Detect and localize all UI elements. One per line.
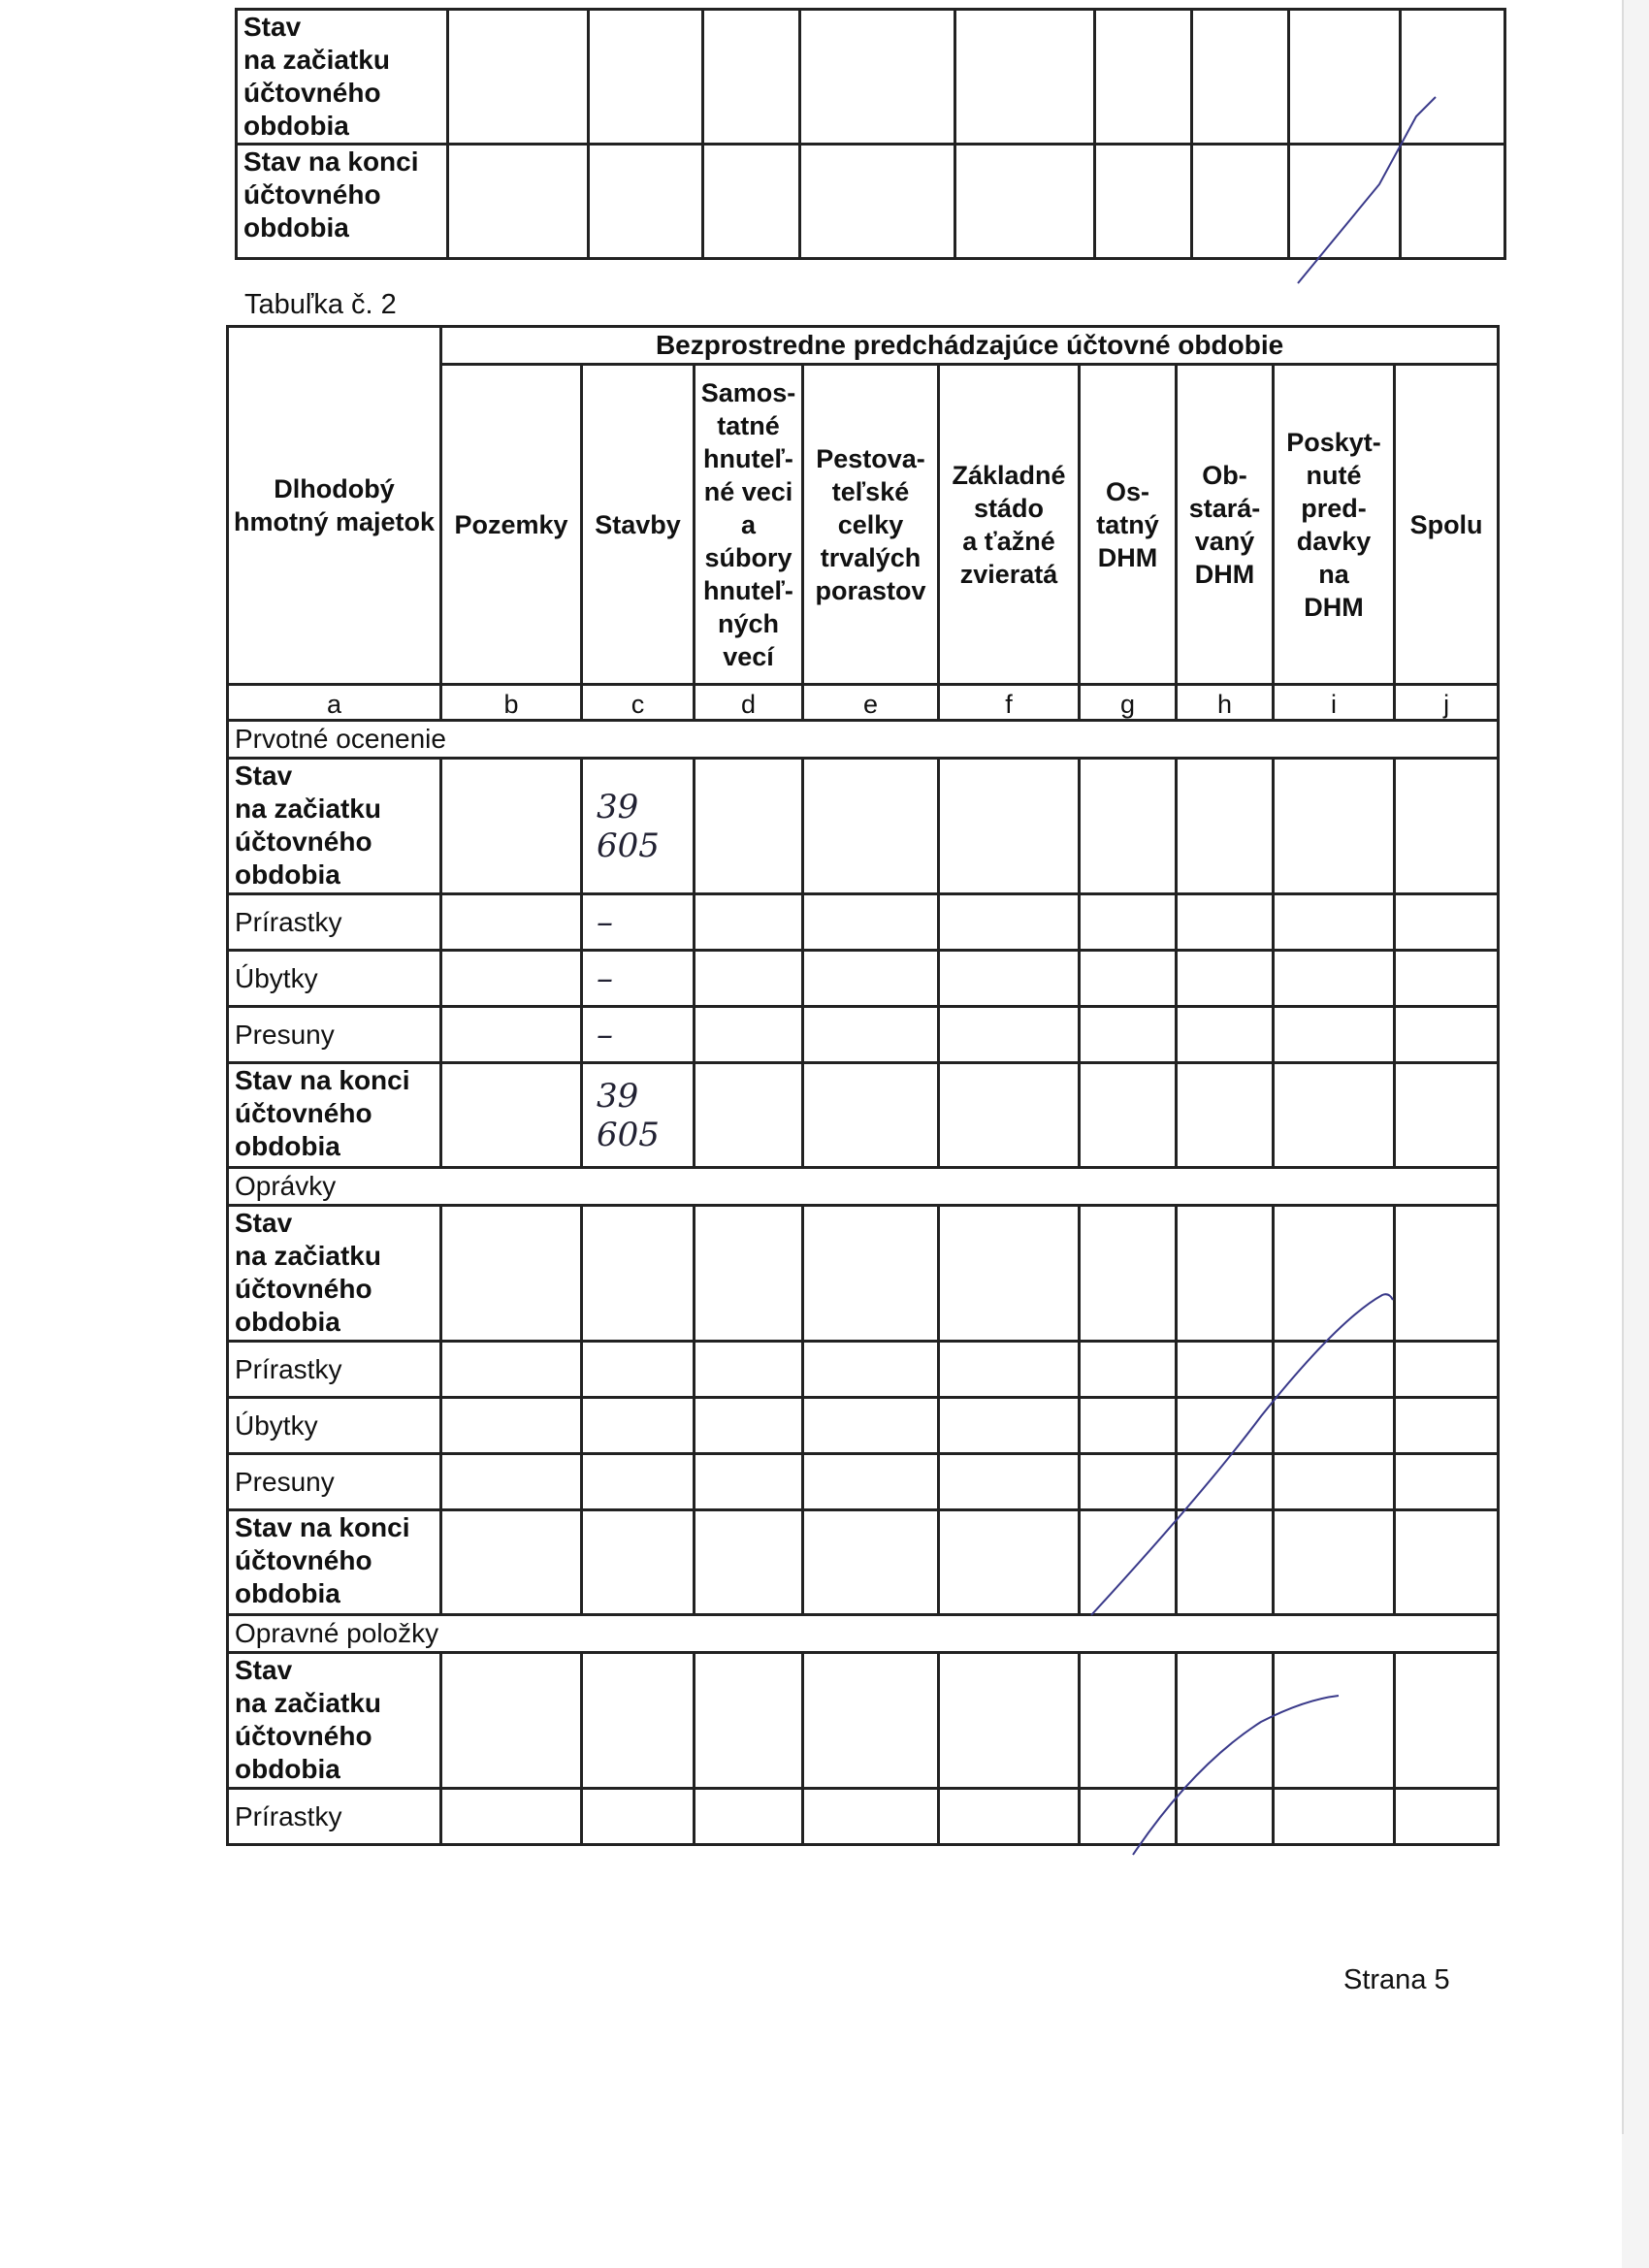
empty-cell — [441, 1454, 582, 1510]
label-line: Stav — [243, 12, 302, 42]
table-row — [228, 1510, 1499, 1615]
empty-cell — [582, 1510, 695, 1615]
fragment-row — [237, 10, 1505, 145]
header-line: nuté — [1306, 460, 1362, 490]
label-line: účtovného — [235, 826, 372, 857]
header-line: davky — [1296, 526, 1372, 556]
empty-cell — [939, 1653, 1080, 1789]
row-label — [228, 1342, 441, 1398]
empty-cell — [441, 951, 582, 1007]
empty-cell — [803, 1510, 939, 1615]
empty-cell — [1395, 951, 1499, 1007]
column-letter-c: c — [582, 685, 695, 721]
empty-cell — [441, 1007, 582, 1063]
empty-cell — [939, 1510, 1080, 1615]
header-line: pred- — [1301, 493, 1367, 523]
empty-cell — [939, 1063, 1080, 1168]
empty-cell — [1401, 145, 1505, 259]
header-line: a — [740, 509, 757, 539]
empty-cell — [582, 1398, 695, 1454]
table-caption: Tabuľka č. 2 — [244, 289, 397, 320]
header-line: Základné — [952, 460, 1066, 490]
column-header-f — [939, 365, 1080, 685]
label-line: na začiatku — [243, 45, 390, 75]
table-row — [228, 1789, 1499, 1845]
table-row — [228, 759, 1499, 894]
label-line: Presuny — [235, 1019, 335, 1050]
header-line: teľské — [831, 476, 910, 506]
empty-cell — [582, 1653, 695, 1789]
empty-cell — [441, 1510, 582, 1615]
column-letter-b: b — [441, 685, 582, 721]
table-row — [228, 1206, 1499, 1342]
column-header-e — [803, 365, 939, 685]
empty-cell — [1192, 145, 1289, 259]
stavby-value: – — [582, 894, 695, 951]
header-line: na — [1318, 559, 1349, 589]
row-label — [228, 759, 441, 894]
header-line: DHM — [1194, 559, 1255, 589]
empty-cell — [1080, 1206, 1177, 1342]
empty-cell — [441, 759, 582, 894]
label-line: Stav — [235, 761, 293, 791]
empty-cell — [695, 759, 803, 894]
header-line: stádo — [973, 493, 1044, 523]
header-line: Pozemky — [454, 509, 568, 539]
empty-cell — [1177, 1206, 1274, 1342]
stavby-value: 39 605 — [582, 759, 695, 894]
empty-cell — [1274, 759, 1395, 894]
label-line: Stav na konci — [235, 1512, 410, 1542]
empty-cell — [1274, 894, 1395, 951]
empty-cell — [1177, 1653, 1274, 1789]
empty-cell — [1095, 10, 1192, 145]
empty-cell — [1395, 1398, 1499, 1454]
column-letter-j: j — [1395, 685, 1499, 721]
empty-cell — [441, 1398, 582, 1454]
empty-cell — [800, 10, 955, 145]
label-line: Prírastky — [235, 1353, 342, 1384]
header-line: DHM — [1097, 542, 1158, 572]
empty-cell — [441, 1789, 582, 1845]
column-letter-h: h — [1177, 685, 1274, 721]
column-letter-f: f — [939, 685, 1080, 721]
empty-cell — [1274, 1206, 1395, 1342]
empty-cell — [695, 1398, 803, 1454]
label-line: na začiatku — [235, 794, 381, 824]
section-row — [228, 1615, 1499, 1653]
empty-cell — [1395, 759, 1499, 894]
label-line: účtovného — [235, 1721, 372, 1751]
empty-cell — [1401, 10, 1505, 145]
empty-cell — [1177, 1454, 1274, 1510]
row-label — [228, 1789, 441, 1845]
label-line: Úbytky — [235, 962, 318, 993]
empty-cell — [1080, 1398, 1177, 1454]
empty-cell — [1289, 145, 1401, 259]
empty-cell — [1395, 1510, 1499, 1615]
empty-cell — [441, 1206, 582, 1342]
empty-cell — [1177, 951, 1274, 1007]
empty-cell — [803, 951, 939, 1007]
empty-cell — [1080, 1653, 1177, 1789]
header-line: Os- — [1105, 476, 1149, 506]
empty-cell — [1395, 1342, 1499, 1398]
row-label — [228, 1510, 441, 1615]
stavby-value: 39 605 — [582, 1063, 695, 1168]
header-line: vaný — [1194, 526, 1255, 556]
empty-cell — [939, 894, 1080, 951]
column-header-j — [1395, 365, 1499, 685]
header-row-letters — [228, 685, 1499, 721]
label-line: účtovného — [243, 78, 381, 108]
column-header-d — [695, 365, 803, 685]
empty-cell — [803, 1007, 939, 1063]
empty-cell — [1177, 1398, 1274, 1454]
empty-cell — [1177, 1342, 1274, 1398]
column-header-a — [228, 327, 441, 685]
empty-cell — [1080, 1063, 1177, 1168]
table-row — [228, 1398, 1499, 1454]
fragment-row-label — [237, 145, 448, 259]
empty-cell — [703, 10, 800, 145]
empty-cell — [803, 1398, 939, 1454]
label-line: Stav na konci — [243, 146, 419, 177]
empty-cell — [1095, 145, 1192, 259]
label-line: na začiatku — [235, 1241, 381, 1271]
empty-cell — [1080, 759, 1177, 894]
empty-cell — [1395, 1063, 1499, 1168]
empty-cell — [803, 1653, 939, 1789]
section-title: Prvotné ocenenie — [228, 721, 1499, 759]
empty-cell — [1177, 894, 1274, 951]
row-label — [228, 1206, 441, 1342]
empty-cell — [695, 951, 803, 1007]
empty-cell — [582, 1206, 695, 1342]
empty-cell — [695, 894, 803, 951]
empty-cell — [1395, 894, 1499, 951]
empty-cell — [803, 1206, 939, 1342]
column-letter-d: d — [695, 685, 803, 721]
label-line: Stav na konci — [235, 1065, 410, 1095]
empty-cell — [582, 1342, 695, 1398]
header-line: Ob- — [1202, 460, 1247, 490]
empty-cell — [1274, 1007, 1395, 1063]
row-label — [228, 1398, 441, 1454]
label-line: účtovného — [243, 179, 381, 210]
page-number: Strana 5 — [1343, 1964, 1450, 1995]
header-line: Dlhodobý — [274, 474, 395, 503]
table-row — [228, 1063, 1499, 1168]
empty-cell — [1177, 1510, 1274, 1615]
empty-cell — [1395, 1007, 1499, 1063]
empty-cell — [582, 1454, 695, 1510]
empty-cell — [1274, 1789, 1395, 1845]
table-row — [228, 1007, 1499, 1063]
empty-cell — [448, 145, 589, 259]
empty-cell — [1274, 1454, 1395, 1510]
previous-table-fragment — [235, 8, 1506, 260]
label-line: na začiatku — [235, 1688, 381, 1718]
empty-cell — [441, 1342, 582, 1398]
empty-cell — [695, 1007, 803, 1063]
label-line: obdobia — [235, 1131, 340, 1161]
fixed-assets-table — [226, 325, 1500, 1846]
table-row — [228, 1653, 1499, 1789]
column-header-c — [582, 365, 695, 685]
column-header-h — [1177, 365, 1274, 685]
empty-cell — [695, 1653, 803, 1789]
column-header-b — [441, 365, 582, 685]
section-title: Oprávky — [228, 1168, 1499, 1206]
label-line: obdobia — [235, 1578, 340, 1608]
empty-cell — [1192, 10, 1289, 145]
empty-cell — [1274, 951, 1395, 1007]
header-line: Pestova- — [816, 443, 925, 473]
header-line: Stavby — [595, 509, 681, 539]
section-title: Opravné položky — [228, 1615, 1499, 1653]
empty-cell — [441, 1653, 582, 1789]
header-line: DHM — [1304, 592, 1364, 622]
header-line: ných — [717, 608, 780, 638]
empty-cell — [1080, 1454, 1177, 1510]
empty-cell — [695, 1206, 803, 1342]
header-line: Samos- — [700, 377, 796, 407]
empty-cell — [803, 1789, 939, 1845]
empty-cell — [441, 1063, 582, 1168]
empty-cell — [800, 145, 955, 259]
empty-cell — [441, 894, 582, 951]
column-header-g — [1080, 365, 1177, 685]
column-letter-g: g — [1080, 685, 1177, 721]
empty-cell — [589, 10, 703, 145]
column-letter-i: i — [1274, 685, 1395, 721]
header-line: trvalých — [820, 542, 922, 572]
label-line: Stav — [235, 1655, 293, 1685]
column-letter-e: e — [803, 685, 939, 721]
empty-cell — [939, 1206, 1080, 1342]
empty-cell — [1080, 1510, 1177, 1615]
empty-cell — [589, 145, 703, 259]
empty-cell — [1274, 1342, 1395, 1398]
empty-cell — [1177, 1007, 1274, 1063]
empty-cell — [1274, 1063, 1395, 1168]
empty-cell — [939, 1454, 1080, 1510]
label-line: účtovného — [235, 1274, 372, 1304]
row-label — [228, 1653, 441, 1789]
empty-cell — [955, 145, 1095, 259]
header-line: hnuteľ- — [703, 575, 793, 605]
label-line: obdobia — [235, 1754, 340, 1784]
header-line: vecí — [723, 641, 774, 671]
stavby-value: – — [582, 951, 695, 1007]
fragment-row — [237, 145, 1505, 259]
label-line: účtovného — [235, 1098, 372, 1128]
section-row — [228, 1168, 1499, 1206]
label-line: Úbytky — [235, 1409, 318, 1441]
row-label — [228, 1454, 441, 1510]
header-line: celky — [837, 509, 904, 539]
empty-cell — [1289, 10, 1401, 145]
empty-cell — [695, 1510, 803, 1615]
label-line: obdobia — [235, 1307, 340, 1337]
empty-cell — [1177, 759, 1274, 894]
empty-cell — [803, 1063, 939, 1168]
empty-cell — [1177, 1063, 1274, 1168]
empty-cell — [1395, 1653, 1499, 1789]
empty-cell — [703, 145, 800, 259]
empty-cell — [695, 1454, 803, 1510]
row-label — [228, 1007, 441, 1063]
header-line: stará- — [1188, 493, 1261, 523]
empty-cell — [939, 1342, 1080, 1398]
empty-cell — [1177, 1789, 1274, 1845]
label-line: Prírastky — [235, 1800, 342, 1831]
empty-cell — [1274, 1653, 1395, 1789]
section-row — [228, 721, 1499, 759]
table-row — [228, 1342, 1499, 1398]
row-label — [228, 951, 441, 1007]
empty-cell — [1080, 1007, 1177, 1063]
table-row — [228, 894, 1499, 951]
header-line: súbory — [704, 542, 792, 572]
label-line: obdobia — [235, 859, 340, 890]
empty-cell — [939, 951, 1080, 1007]
table-row — [228, 1454, 1499, 1510]
page-edge-shadow — [1622, 0, 1624, 2134]
header-line: tatný — [1096, 509, 1159, 539]
empty-cell — [695, 1063, 803, 1168]
empty-cell — [695, 1342, 803, 1398]
column-header-i — [1274, 365, 1395, 685]
empty-cell — [1274, 1398, 1395, 1454]
empty-cell — [803, 894, 939, 951]
empty-cell — [1080, 1342, 1177, 1398]
row-label — [228, 894, 441, 951]
empty-cell — [1395, 1789, 1499, 1845]
header-line: zvieratá — [959, 559, 1058, 589]
label-line: obdobia — [243, 212, 349, 243]
label-line: účtovného — [235, 1545, 372, 1575]
empty-cell — [1080, 894, 1177, 951]
header-line: hmotný majetok — [233, 507, 436, 536]
empty-cell — [939, 1007, 1080, 1063]
stavby-value: – — [582, 1007, 695, 1063]
period-header: Bezprostredne predchádzajúce účtovné obdobie — [441, 327, 1499, 365]
empty-cell — [1080, 1789, 1177, 1845]
empty-cell — [803, 1342, 939, 1398]
header-line: porastov — [815, 575, 926, 605]
fragment-row-label — [237, 10, 448, 145]
header-row-period — [228, 327, 1499, 365]
label-line: Stav — [235, 1208, 293, 1238]
label-line: obdobia — [243, 111, 349, 141]
page-edge — [1622, 0, 1649, 2268]
empty-cell — [582, 1789, 695, 1845]
column-letter-a: a — [228, 685, 441, 721]
empty-cell — [955, 10, 1095, 145]
empty-cell — [695, 1789, 803, 1845]
empty-cell — [1274, 1510, 1395, 1615]
empty-cell — [1395, 1454, 1499, 1510]
header-line: Poskyt- — [1286, 427, 1381, 457]
header-line: né veci — [703, 476, 793, 506]
empty-cell — [803, 759, 939, 894]
label-line: Presuny — [235, 1466, 335, 1497]
header-line: hnuteľ- — [703, 443, 793, 473]
label-line: Prírastky — [235, 906, 342, 937]
empty-cell — [939, 1789, 1080, 1845]
empty-cell — [939, 1398, 1080, 1454]
empty-cell — [803, 1454, 939, 1510]
header-line: Spolu — [1409, 509, 1483, 539]
table-row — [228, 951, 1499, 1007]
empty-cell — [448, 10, 589, 145]
empty-cell — [1395, 1206, 1499, 1342]
header-line: a ťažné — [962, 526, 1055, 556]
empty-cell — [939, 759, 1080, 894]
row-label — [228, 1063, 441, 1168]
empty-cell — [1080, 951, 1177, 1007]
header-line: tatné — [717, 410, 780, 440]
